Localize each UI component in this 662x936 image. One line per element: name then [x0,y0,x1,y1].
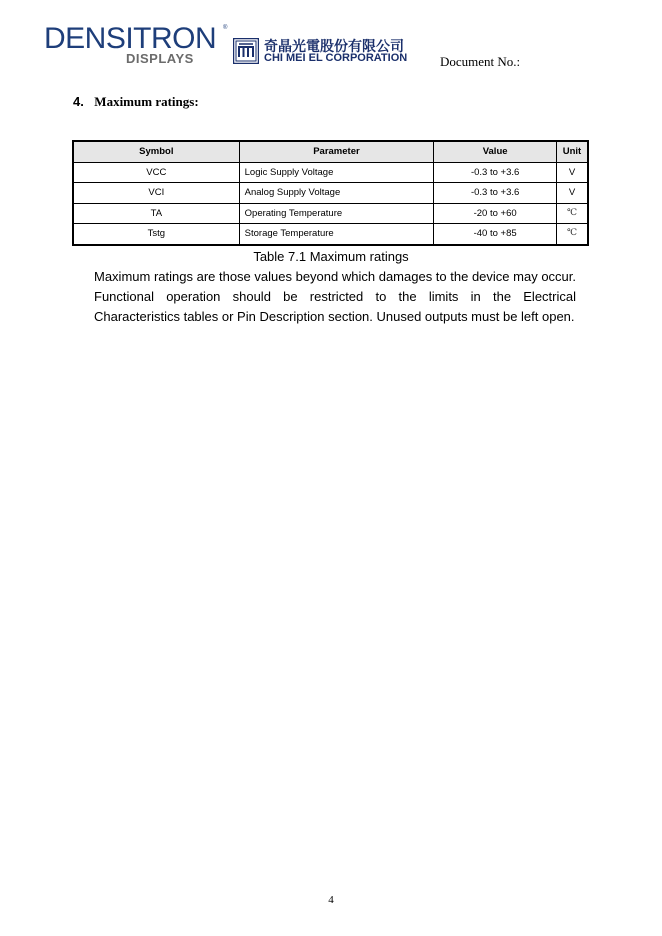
partner-english-name: CHI MEI EL CORPORATION [264,52,408,64]
document-number-label: Document No.: [440,54,521,69]
column-header-symbol: Symbol [74,142,240,163]
logo-main-text: DENSITRON [44,22,217,55]
cell-unit: V [556,183,587,204]
section-number: 4. [73,94,84,109]
column-header-unit: Unit [556,142,587,163]
cell-symbol: TA [74,203,240,224]
cell-value: -40 to +85 [434,224,557,245]
logo-sub-text: DISPLAYS [126,51,194,66]
densitron-logo [44,24,234,68]
cell-symbol: VCI [74,183,240,204]
table-row [74,162,588,183]
registered-mark: ® [223,25,228,31]
cell-parameter: Logic Supply Voltage [239,162,434,183]
partner-chinese-name: 奇晶光電股份有限公司 [264,39,404,55]
maximum-ratings-table [73,141,588,245]
cell-unit: ℃ [556,224,587,245]
page-number: 4 [328,894,334,906]
section-heading [73,93,199,111]
cell-value: -0.3 to +3.6 [434,183,557,204]
table-row [74,224,588,245]
section-title: Maximum ratings: [94,94,199,109]
page-header [0,0,662,80]
cell-parameter: Operating Temperature [239,203,434,224]
cell-parameter: Analog Supply Voltage [239,183,434,204]
column-header-value: Value [434,142,557,163]
cmel-logo [233,38,429,66]
cell-parameter: Storage Temperature [239,224,434,245]
table-header-row [74,142,588,163]
body-paragraph: Maximum ratings are those values beyond which damages to the device may occur. Functional operation should be restricted to the limits in the Electrical Characteristics tables or Pin Description section. Unused outputs must be left open. [94,269,576,324]
cell-symbol: Tstg [74,224,240,245]
column-header-parameter: Parameter [239,142,434,163]
cell-symbol: VCC [74,162,240,183]
cell-value: -20 to +60 [434,203,557,224]
cell-unit: V [556,162,587,183]
table-row [74,203,588,224]
table-row [74,183,588,204]
cmel-mark-icon [233,38,259,64]
table-caption: Table 7.1 Maximum ratings [253,249,409,264]
cell-value: -0.3 to +3.6 [434,162,557,183]
cell-unit: ℃ [556,203,587,224]
